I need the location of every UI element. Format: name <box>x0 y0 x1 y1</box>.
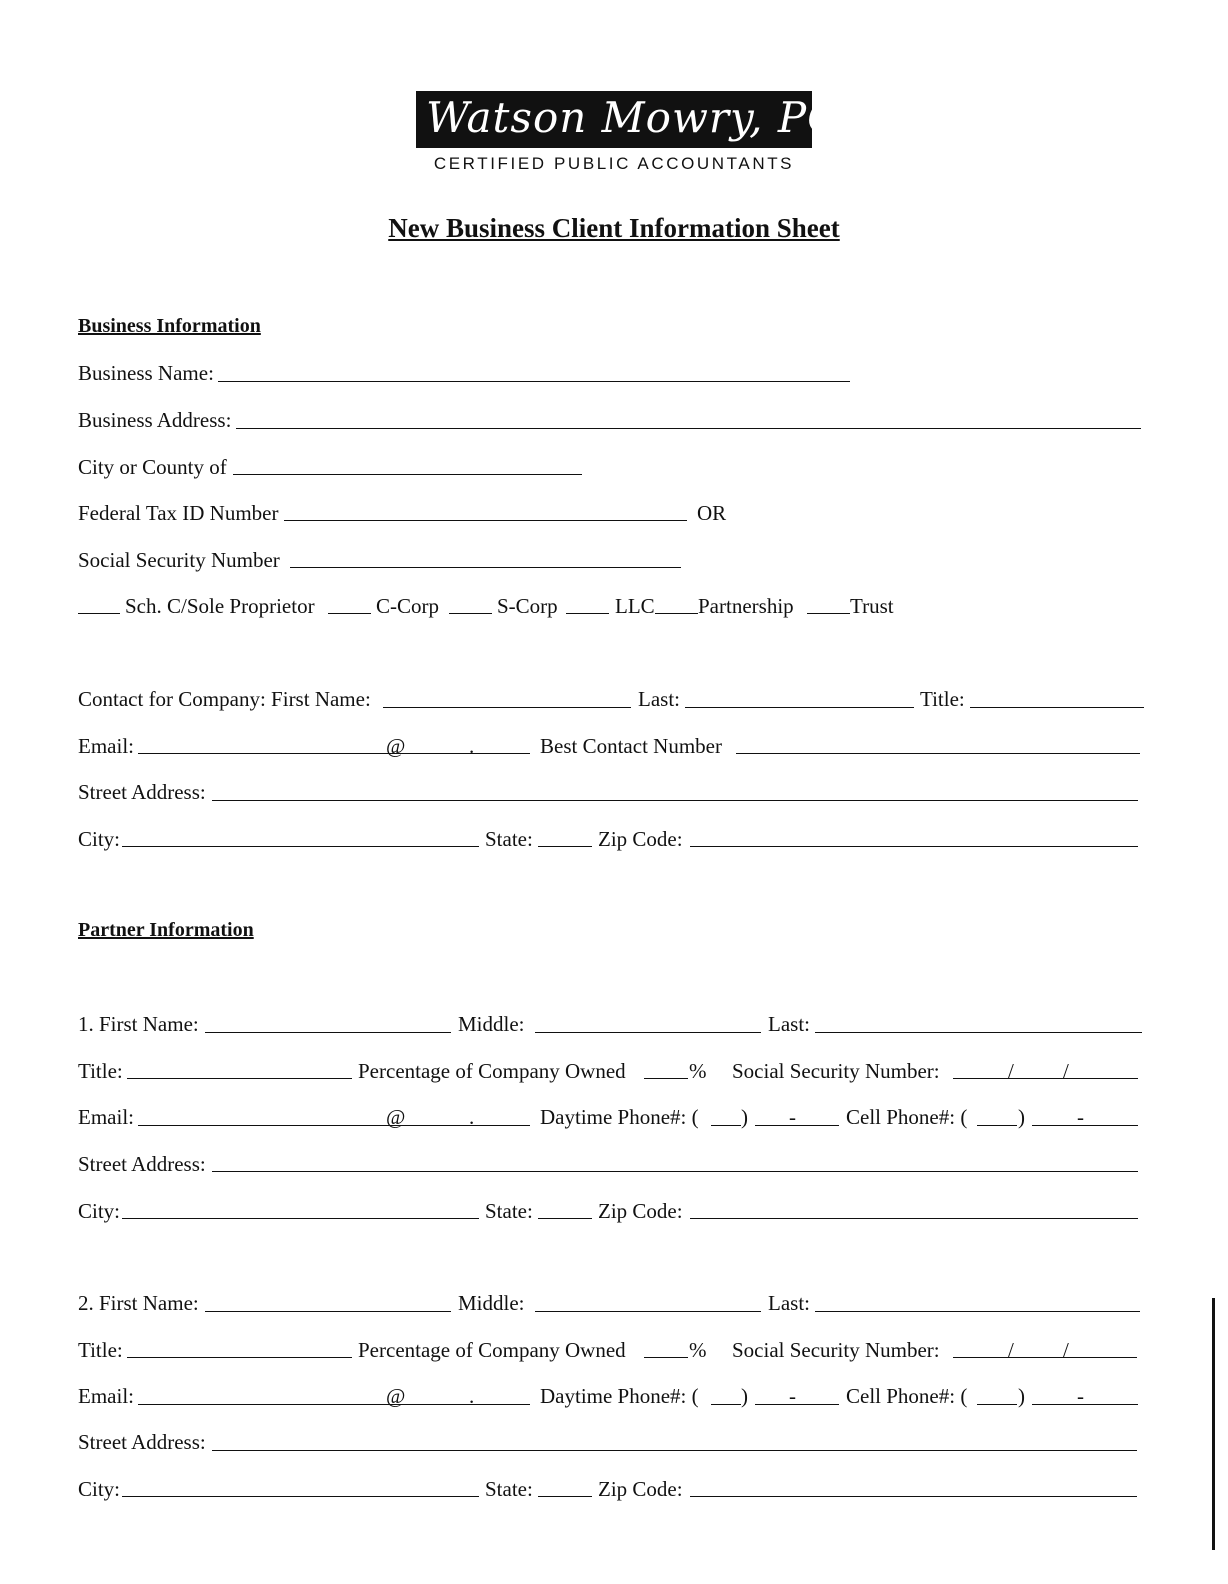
contact-last-name-label: Last: <box>638 687 680 711</box>
partner-2-percentage-field[interactable] <box>644 1357 688 1358</box>
federal-tax-id-field[interactable] <box>284 520 687 521</box>
partner-1-city-label: City: <box>78 1199 121 1223</box>
partner-1-email-label: Email: <box>78 1105 134 1129</box>
partner-1-email-at: @ <box>386 1105 406 1129</box>
entity-c-corp-blank[interactable] <box>328 613 371 614</box>
business-ssn-field[interactable] <box>290 567 681 568</box>
partner-1-percentage-field[interactable] <box>644 1078 688 1079</box>
partner-1-daytime-area-code[interactable] <box>711 1125 741 1126</box>
contact-state-label: State: <box>485 827 533 851</box>
partner-2-percentage-label: Percentage of Company Owned <box>358 1338 626 1362</box>
partner-1-cell-number[interactable] <box>1032 1125 1138 1126</box>
entity-sole-proprietor-blank[interactable] <box>78 613 120 614</box>
logo-script-text: Watson Mowry, PC <box>426 93 841 142</box>
partner-1-ssn-slash-1: / <box>1008 1059 1014 1083</box>
partner-1-ssn-field[interactable] <box>953 1078 1138 1079</box>
partner-1-percentage-label: Percentage of Company Owned <box>358 1059 626 1083</box>
entity-trust-label: Trust <box>850 594 894 618</box>
partner-1-daytime-paren: ) <box>741 1105 748 1129</box>
contact-city-field[interactable] <box>122 846 479 847</box>
partner-2-cell-phone-label: Cell Phone#: ( <box>846 1384 968 1408</box>
partner-1-zip-label: Zip Code: <box>598 1199 683 1223</box>
contact-street-label: Street Address: <box>78 780 206 804</box>
business-address-field[interactable] <box>236 428 1141 429</box>
partner-2-middle-field[interactable] <box>535 1311 761 1312</box>
margin-bar <box>1212 1298 1215 1550</box>
partner-1-street-field[interactable] <box>212 1171 1138 1172</box>
partner-2-cell-paren: ) <box>1018 1384 1025 1408</box>
partner-2-title-field[interactable] <box>127 1357 352 1358</box>
logo-subtitle: CERTIFIED PUBLIC ACCOUNTANTS <box>433 154 795 173</box>
best-contact-number-field[interactable] <box>736 753 1140 754</box>
contact-email-at: @ <box>386 734 406 758</box>
city-county-field[interactable] <box>233 474 582 475</box>
partner-1-street-label: Street Address: <box>78 1152 206 1176</box>
entity-c-corp-label: C-Corp <box>376 594 439 618</box>
partner-1-middle-field[interactable] <box>535 1032 761 1033</box>
contact-zip-field[interactable] <box>690 846 1138 847</box>
partner-1-last-label: Last: <box>768 1012 810 1036</box>
partner-1-cell-dash: - <box>1077 1105 1084 1129</box>
partner-1-state-field[interactable] <box>538 1218 592 1219</box>
partner-1-middle-label: Middle: <box>458 1012 525 1036</box>
partner-2-ssn-label: Social Security Number: <box>732 1338 940 1362</box>
partner-1-daytime-phone-label: Daytime Phone#: ( <box>540 1105 699 1129</box>
partner-2-city-label: City: <box>78 1477 121 1501</box>
contact-title-label: Title: <box>920 687 965 711</box>
partner-1-cell-phone-label: Cell Phone#: ( <box>846 1105 968 1129</box>
contact-email-dot: . <box>469 734 475 758</box>
partner-1-cell-paren: ) <box>1018 1105 1025 1129</box>
or-text: OR <box>697 501 727 525</box>
partner-1-ssn-slash-2: / <box>1063 1059 1069 1083</box>
partner-information-heading: Partner Information <box>78 919 254 941</box>
partner-1-percent-sign: % <box>689 1059 707 1083</box>
partner-2-first-name-label: 2. First Name: <box>78 1291 199 1315</box>
page-title: New Business Client Information Sheet <box>388 213 840 243</box>
partner-1-city-field[interactable] <box>122 1218 479 1219</box>
partner-2-zip-label: Zip Code: <box>598 1477 683 1501</box>
partner-2-street-label: Street Address: <box>78 1430 206 1454</box>
partner-2-last-field[interactable] <box>815 1311 1140 1312</box>
business-ssn-label: Social Security Number <box>78 548 280 572</box>
partner-2-daytime-phone-label: Daytime Phone#: ( <box>540 1384 699 1408</box>
city-county-label: City or County of <box>78 455 227 479</box>
best-contact-number-label: Best Contact Number <box>540 734 722 758</box>
partner-2-title-label: Title: <box>78 1338 123 1362</box>
partner-1-title-field[interactable] <box>127 1078 352 1079</box>
partner-2-state-field[interactable] <box>538 1496 592 1497</box>
federal-tax-id-label: Federal Tax ID Number <box>78 501 279 525</box>
entity-trust-blank[interactable] <box>807 613 850 614</box>
partner-2-percent-sign: % <box>689 1338 707 1362</box>
contact-last-name-field[interactable] <box>685 707 914 708</box>
partner-1-ssn-label: Social Security Number: <box>732 1059 940 1083</box>
contact-street-field[interactable] <box>212 800 1138 801</box>
partner-1-title-label: Title: <box>78 1059 123 1083</box>
entity-partnership-label: Partnership <box>698 594 794 618</box>
business-information-heading: Business Information <box>78 315 261 337</box>
partner-2-cell-area-code[interactable] <box>977 1404 1017 1405</box>
partner-2-city-field[interactable] <box>122 1496 479 1497</box>
contact-first-name-label: Contact for Company: First Name: <box>78 687 371 711</box>
company-logo <box>416 91 841 148</box>
partner-2-street-field[interactable] <box>212 1450 1137 1451</box>
partner-1-email-dot: . <box>469 1105 475 1129</box>
partner-2-ssn-slash-2: / <box>1063 1338 1069 1362</box>
entity-llc-label: LLC <box>615 594 655 618</box>
partner-2-email-dot: . <box>469 1384 475 1408</box>
partner-2-last-label: Last: <box>768 1291 810 1315</box>
partner-2-ssn-slash-1: / <box>1008 1338 1014 1362</box>
contact-first-name-field[interactable] <box>383 707 631 708</box>
partner-2-daytime-number[interactable] <box>755 1404 839 1405</box>
partner-2-cell-dash: - <box>1077 1384 1084 1408</box>
partner-1-first-name-field[interactable] <box>205 1032 451 1033</box>
partner-1-daytime-dash: - <box>789 1105 796 1129</box>
entity-s-corp-blank[interactable] <box>449 613 492 614</box>
partner-2-ssn-field[interactable] <box>953 1357 1137 1358</box>
business-address-label: Business Address: <box>78 408 232 432</box>
partner-2-state-label: State: <box>485 1477 533 1501</box>
partner-1-last-field[interactable] <box>815 1032 1142 1033</box>
partner-2-middle-label: Middle: <box>458 1291 525 1315</box>
business-name-label: Business Name: <box>78 361 214 385</box>
partner-2-daytime-area-code[interactable] <box>711 1404 741 1405</box>
entity-s-corp-label: S-Corp <box>497 594 558 618</box>
entity-sole-proprietor-label: Sch. C/Sole Proprietor <box>125 594 315 618</box>
partner-1-state-label: State: <box>485 1199 533 1223</box>
entity-partnership-blank[interactable] <box>655 613 698 614</box>
partner-1-zip-field[interactable] <box>690 1218 1138 1219</box>
partner-2-zip-field[interactable] <box>690 1496 1137 1497</box>
contact-email-label: Email: <box>78 734 134 758</box>
partner-2-daytime-dash: - <box>789 1384 796 1408</box>
partner-2-cell-number[interactable] <box>1032 1404 1138 1405</box>
partner-1-cell-area-code[interactable] <box>977 1125 1017 1126</box>
partner-1-first-name-label: 1. First Name: <box>78 1012 199 1036</box>
partner-2-email-at: @ <box>386 1384 406 1408</box>
entity-llc-blank[interactable] <box>566 613 609 614</box>
partner-2-first-name-field[interactable] <box>205 1311 451 1312</box>
contact-city-label: City: <box>78 827 121 851</box>
business-name-field[interactable] <box>218 381 850 382</box>
contact-zip-label: Zip Code: <box>598 827 683 851</box>
partner-1-daytime-number[interactable] <box>755 1125 839 1126</box>
contact-state-field[interactable] <box>538 846 592 847</box>
partner-2-email-label: Email: <box>78 1384 134 1408</box>
partner-2-daytime-paren: ) <box>741 1384 748 1408</box>
contact-title-field[interactable] <box>970 707 1144 708</box>
